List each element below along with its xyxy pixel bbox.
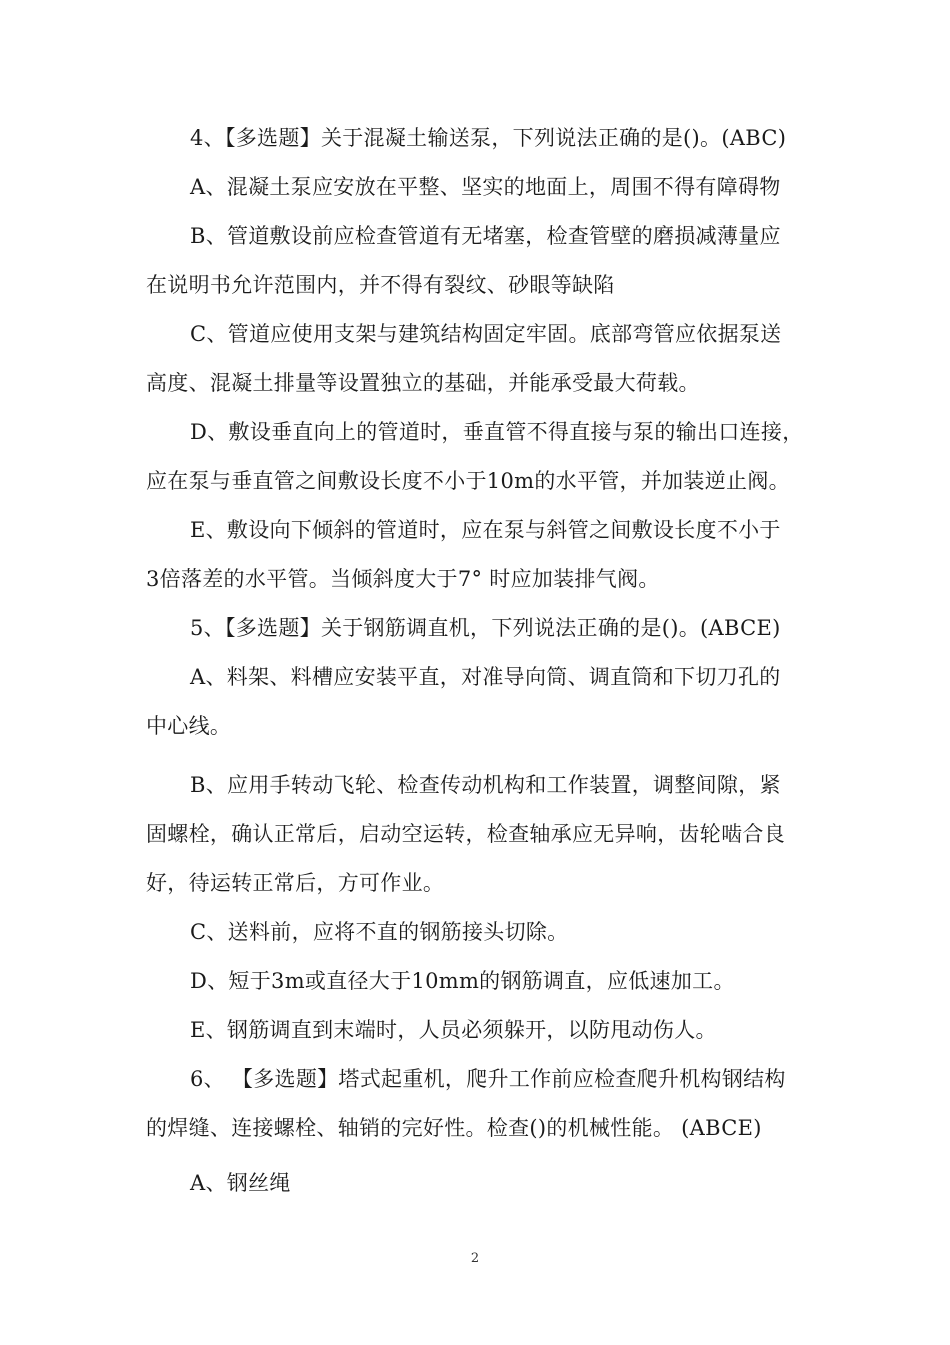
question-5-option-b-continued-1: 固螺栓，确认正常后，启动空运转，检查轴承应无异响，齿轮啮合良 xyxy=(146,822,785,846)
question-4-option-c: C、管道应使用支架与建筑结构固定牢固。底部弯管应依据泵送 xyxy=(190,322,782,346)
question-6-stem-continued: 的焊缝、连接螺栓、轴销的完好性。检查()的机械性能。 (ABCE) xyxy=(146,1116,762,1140)
question-5-option-c: C、送料前，应将不直的钢筋接头切除。 xyxy=(190,920,569,944)
question-4-stem: 4、【多选题】关于混凝土输送泵，下列说法正确的是()。(ABC) xyxy=(190,126,787,150)
page-number: 2 xyxy=(470,1251,480,1266)
question-4-option-c-continued: 高度、混凝土排量等设置独立的基础，并能承受最大荷载。 xyxy=(146,371,700,395)
question-4-option-b-continued: 在说明书允许范围内，并不得有裂纹、砂眼等缺陷 xyxy=(146,273,615,297)
question-4-option-e-continued: 3倍落差的水平管。当倾斜度大于7° 时应加装排气阀。 xyxy=(146,567,660,591)
question-4-option-d-continued: 应在泵与垂直管之间敷设长度不小于10m的水平管，并加装逆止阀。 xyxy=(146,469,790,493)
question-5-option-e: E、钢筋调直到末端时，人员必须躲开，以防甩动伤人。 xyxy=(190,1018,717,1042)
question-6-stem: 6、 【多选题】塔式起重机，爬升工作前应检查爬升机构钢结构 xyxy=(190,1067,786,1091)
question-4-option-b: B、管道敷设前应检查管道有无堵塞，检查管壁的磨损减薄量应 xyxy=(190,224,781,248)
question-5-option-a-continued: 中心线。 xyxy=(146,714,232,738)
question-5-stem: 5、【多选题】关于钢筋调直机，下列说法正确的是()。(ABCE) xyxy=(190,616,781,640)
question-5-option-b: B、应用手转动飞轮、检查传动机构和工作装置，调整间隙，紧 xyxy=(190,773,781,797)
question-4-option-e: E、敷设向下倾斜的管道时，应在泵与斜管之间敷设长度不小于 xyxy=(190,518,781,542)
question-5-option-b-continued-2: 好，待运转正常后，方可作业。 xyxy=(146,871,445,895)
question-5-option-d: D、短于3m或直径大于10mm的钢筋调直，应低速加工。 xyxy=(190,969,735,993)
question-5-option-a: A、料架、料槽应安装平直，对准导向筒、调直筒和下切刀孔的 xyxy=(190,665,781,689)
question-4-option-d: D、敷设垂直向上的管道时，垂直管不得直接与泵的输出口连接， xyxy=(190,420,804,444)
question-4-option-a: A、混凝土泵应安放在平整、坚实的地面上，周围不得有障碍物 xyxy=(190,175,781,199)
question-6-option-a: A、钢丝绳 xyxy=(190,1171,291,1195)
